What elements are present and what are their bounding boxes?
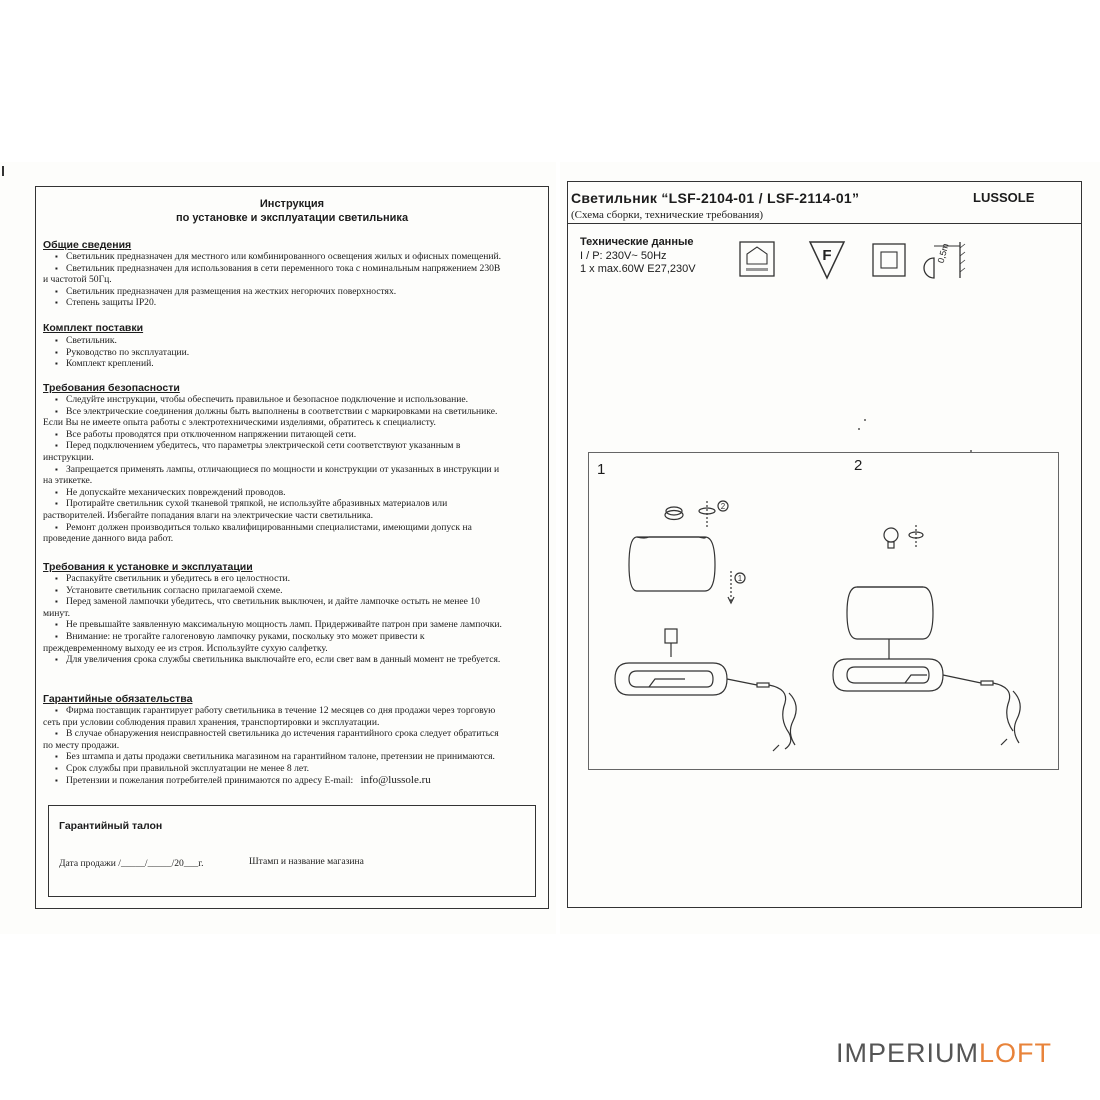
- lamp-base-icon: [615, 663, 727, 695]
- assembled-shade-icon: [847, 587, 933, 639]
- list-item: ▪ Все электрические соединения должны быть выполнены в соответствии с маркировками на светильнике.: [43, 406, 543, 418]
- list-item: инструкции.: [43, 451, 94, 463]
- list-item: ▪ В случае обнаружения неисправностей светильника до истечения гарантийного срока следует обратиться: [43, 728, 543, 740]
- list-item: преждевременному выходу ее из строя. Используйте сухую салфетку.: [43, 642, 328, 654]
- rotate-arrow-icon-2: [909, 525, 923, 549]
- socket-icon: [665, 629, 677, 657]
- assembly-frame: [567, 181, 1082, 908]
- list-item: ▪ Не превышайте заявленную максимальную мощность ламп. Придерживайте патрон при замене лампочки.: [43, 619, 543, 631]
- list-installation: [43, 573, 543, 666]
- list-item: ▪ Светильник предназначен для местного или комбинированного освещения жилых и офисных помещений.: [43, 251, 543, 263]
- coupon-stamp-label: Штамп и название магазина: [249, 856, 364, 867]
- list-item: ▪ Все работы проводятся при отключенном напряжении питающей сети.: [43, 429, 543, 441]
- assembled-base-icon: [833, 639, 943, 691]
- assembly-sheet: [560, 162, 1100, 934]
- section-heading-warranty: Гарантийные обязательства: [43, 693, 193, 705]
- instruction-subtitle: по установке и эксплуатации светильника: [175, 212, 409, 224]
- coupon-sale-date: Дата продажи /_____/_____/20___г.: [59, 858, 204, 869]
- list-item: ▪ Не допускайте механических повреждений проводов.: [43, 487, 543, 499]
- brand-name: LUSSOLE: [973, 190, 1035, 205]
- warranty-coupon: [48, 805, 536, 897]
- list-item: ▪ Ремонт должен производиться только квалифицированными специалистами, имеющими допуск на: [43, 522, 543, 534]
- distance-mark: 0,5m: [935, 242, 951, 265]
- list-safety: [43, 394, 543, 545]
- coupon-title: Гарантийный талон: [59, 820, 163, 832]
- assembly-drawing: [589, 453, 1058, 769]
- instruction-title: Инструкция: [259, 198, 325, 210]
- lamp-shade-icon: [629, 537, 715, 591]
- section-heading-general: Общие сведения: [43, 239, 132, 251]
- product-title: Светильник “LSF-2104-01 / LSF-2114-01”: [571, 190, 860, 206]
- list-item: на этикетке.: [43, 475, 93, 487]
- down-arrow-icon: [728, 571, 734, 603]
- step-circle-2: [718, 501, 728, 511]
- symbols-row: [738, 238, 968, 294]
- watermark-part-2: LOFT: [979, 1038, 1053, 1068]
- list-item: ▪ Перед заменой лампочки убедитесь, что светильник выключен, и дайте лампочке остыть не менее 10: [43, 596, 543, 608]
- assembly-diagram: [588, 452, 1059, 770]
- list-item: ▪ Перед подключением убедитесь, что параметры электрической сети соответствуют указанным в: [43, 440, 543, 452]
- list-general: [43, 251, 543, 309]
- tech-line-voltage: I / P: 230V~ 50Hz: [580, 250, 667, 262]
- list-item: ▪ Срок службы при правильной эксплуатации не менее 8 лет.: [43, 763, 543, 775]
- claims-text: Претензии и пожелания потребителей принимаются по адресу E-mail:: [66, 774, 354, 786]
- list-item: ▪ Без штампа и даты продажи светильника магазином на гарантийном талоне, претензии не принимаются.: [43, 751, 543, 763]
- section-heading-safety: Требования безопасности: [43, 382, 180, 394]
- rotate-arrow-icon: [699, 501, 715, 527]
- list-item: ▪ Светильник предназначен для использования в сети переменного тока с номинальным напряжением 230В: [43, 263, 543, 275]
- indoor-use-icon: [740, 242, 774, 276]
- watermark-part-1: IMPERIUM: [836, 1038, 979, 1068]
- list-item: проведение данного вида работ.: [43, 533, 174, 545]
- ring-nut-icon: [665, 507, 683, 520]
- product-subtitle: (Схема сборки, технические требования): [571, 209, 764, 221]
- list-item: [43, 775, 543, 787]
- list-item: ▪ Светильник предназначен для размещения на жестких негорючих поверхностях.: [43, 286, 543, 298]
- list-item: ▪ Внимание: не трогайте галогеновую лампочку руками, поскольку это может привести к: [43, 631, 543, 643]
- list-item: растворителей. Избегайте попадания влаги на электрические части светильника.: [43, 509, 374, 521]
- list-item: ▪ Следуйте инструкции, чтобы обеспечить правильное и безопасное подключение и использование.: [43, 394, 543, 406]
- instruction-sheet: [0, 162, 556, 934]
- list-item: Если Вы не имеете опыта работы с электротехническими изделиями, обратитесь к специалисту.: [43, 417, 436, 429]
- flammable-surface-icon: [810, 242, 844, 278]
- list-item: ▪ Протирайте светильник сухой тканевой тряпкой, не используйте абразивных материалов или: [43, 498, 543, 510]
- flammable-mark: F: [822, 247, 832, 264]
- step-2-number: 2: [854, 457, 863, 474]
- list-package: [43, 335, 543, 370]
- list-item: минут.: [43, 607, 71, 619]
- list-item: ▪ Светильник.: [43, 335, 543, 347]
- tech-line-lamp: 1 x max.60W E27,230V: [580, 263, 696, 275]
- list-item: ▪ Комплект креплений.: [43, 358, 543, 370]
- class-ii-icon: [873, 244, 905, 276]
- tech-data-heading: Технические данные: [580, 236, 694, 248]
- bulb-icon: [884, 528, 898, 548]
- list-item: ▪ Для увеличения срока службы светильника выключайте его, если свет вам в данный момент не требуется.: [43, 654, 543, 666]
- svg-text:1: 1: [737, 574, 743, 583]
- instruction-frame: [35, 186, 549, 909]
- list-warranty: [43, 705, 543, 786]
- list-item: ▪ Руководство по эксплуатации.: [43, 347, 543, 359]
- list-item: сеть при условии соблюдения правил хранения, транспортировки и эксплуатации.: [43, 716, 380, 728]
- power-cord-icon: [727, 679, 796, 751]
- section-heading-package: Комплект поставки: [43, 322, 144, 334]
- svg-text:2: 2: [720, 502, 726, 511]
- email-address: info@lussole.ru: [360, 773, 431, 786]
- list-item: ▪ Установите светильник согласно прилагаемой схеме.: [43, 585, 543, 597]
- list-item: ▪ Распакуйте светильник и убедитесь в его целостности.: [43, 573, 543, 585]
- list-item: ▪ Степень защиты IP20.: [43, 297, 543, 309]
- list-item: ▪ Фирма поставщик гарантирует работу светильника в течение 12 месяцев со дня продажи через торговую: [43, 705, 543, 717]
- list-item: ▪ Запрещается применять лампы, отличающиеся по мощности и конструкции от указанных в инструкции и: [43, 464, 543, 476]
- watermark: [836, 1038, 1052, 1069]
- list-item: по месту продажи.: [43, 739, 120, 751]
- header-divider: [568, 223, 1081, 224]
- distance-icon: [924, 242, 965, 278]
- power-cord-icon-2: [943, 675, 1020, 745]
- section-heading-installation: Требования к установке и эксплуатации: [43, 561, 253, 573]
- step-circle-1: [735, 573, 745, 583]
- step-1-number: 1: [597, 461, 606, 478]
- list-item: и частотой 50Гц.: [43, 274, 112, 286]
